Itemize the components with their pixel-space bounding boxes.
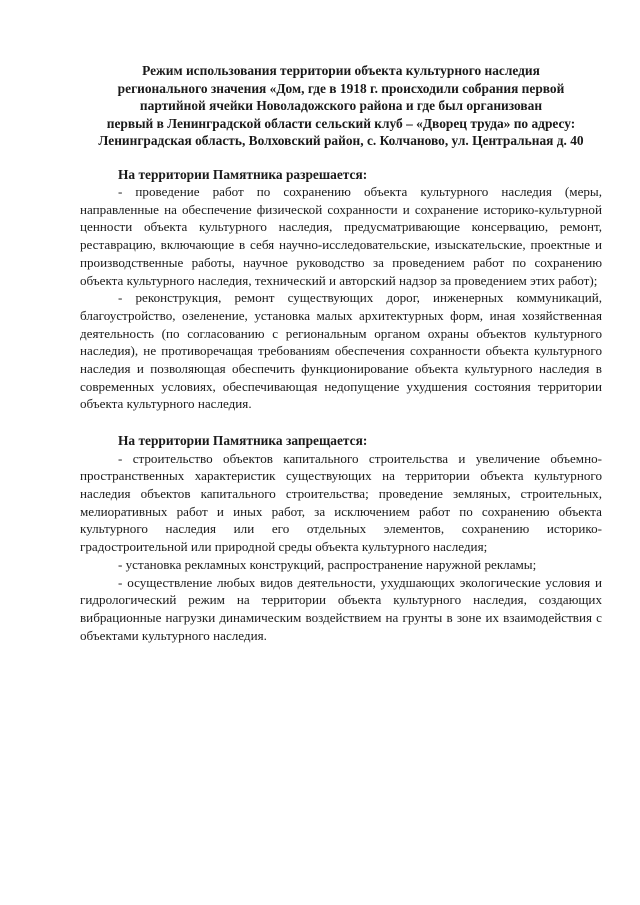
document-title-line: партийной ячейки Новоладожского района и где был организован: [139, 98, 543, 113]
permitted-section: [80, 166, 602, 414]
document-title-line: Режим использования территории объекта культурного наследия: [142, 63, 540, 78]
permitted-heading: На территории Памятника разрешается:: [118, 166, 368, 182]
permitted-item: - проведение работ по сохранению объекта культурного наследия (меры, направленные на обеспечение физической сохранности и сохранение историко-культурной ценности объекта культурного наследия, предусматривающие консервацию, ремонт, реставрацию, включающие в себя научно-исследовательские, изыскательские, проектные и производственные работы, научное руководство за проведением работ по сохранению объекта культурного наследия, технический и авторский надзор за проведением этих работ);: [80, 184, 602, 288]
prohibited-item: - строительство объектов капитального строительства и увеличение объемно-пространственных характеристик существующих на территории объекта культурного наследия объектов капитального строительства; проведение земляных, строительных, мелиоративных работ и иных работ, за исключением работ по сохранению объекта культурного наследия или его отдельных элементов, сохранению историко-градостроительной или природной среды объекта культурного наследия;: [80, 450, 602, 555]
prohibited-item: - установка рекламных конструкций, распространение наружной рекламы;: [118, 556, 537, 572]
permitted-item: - реконструкция, ремонт существующих дорог, инженерных коммуникаций, благоустройство, озеленение, установка малых архитектурных форм, иная хозяйственная деятельность (по согласованию с региональным органом охраны объектов культурного наследия), не противоречащая требованиям обеспечения сохранности объекта культурного наследия и позволяющая обеспечить функционирование объекта культурного наследия в современных условиях, обеспечивающая недопущение ухудшения состояния территории объекта культурного наследия.: [80, 290, 602, 412]
document-page: [80, 62, 602, 644]
document-title: [80, 62, 602, 150]
document-title-line: регионального значения «Дом, где в 1918 г. происходили собрания первой: [117, 80, 565, 96]
prohibited-heading: На территории Памятника запрещается:: [118, 433, 368, 449]
document-title-line: Ленинградская область, Волховский район, с. Колчаново, ул. Центральная д. 40: [98, 133, 584, 148]
prohibited-item: - осуществление любых видов деятельности, ухудшающих экологические условия и гидрологический режим на территории объекта культурного наследия, создающих вибрационные нагрузки динамическим воздействием на грунты в зоне их взаимодействия с объектами культурного наследия.: [80, 574, 602, 643]
document-title-line: первый в Ленинградской области сельский клуб – «Дворец труда» по адресу:: [106, 115, 576, 131]
prohibited-section: [80, 432, 602, 644]
